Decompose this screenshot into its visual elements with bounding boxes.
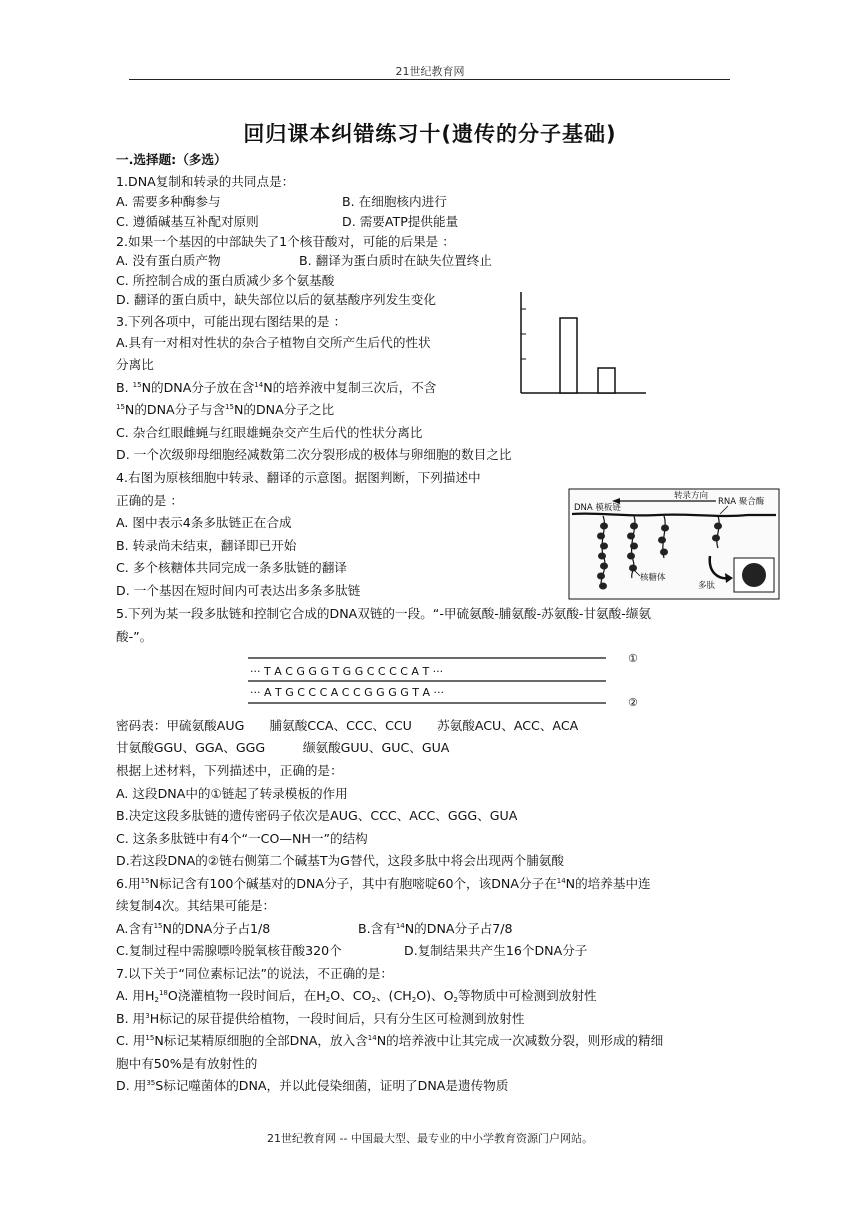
q3-stem: 3.下列各项中，可能出现右图结果的是 ：	[116, 314, 347, 329]
q3-option-a-line2: 分离比	[116, 357, 154, 372]
dna-double-strand-figure	[244, 648, 650, 710]
q5-option-d: D.若这段DNA的②链右侧第二个碱基T为G替代，这段多肽中将会出现两个脯氨酸	[116, 853, 564, 868]
header-divider	[129, 79, 730, 80]
q3-option-b-line1: B. $^{15}$N的DNA分子放在含$^{14}$N的培养液中复制三次后，不含	[116, 380, 437, 395]
bar-1	[560, 318, 577, 393]
q5-option-a: A. 这段DNA中的①链起了转录模板的作用	[116, 786, 348, 801]
direction-label: 转录方向	[674, 491, 709, 501]
q7-option-d: D. 用$^{35}$S标记噬菌体的DNA，并以此侵染细菌，证明了DNA是遗传物质	[116, 1078, 509, 1093]
strand-2-sequence: ··· A T G C C C A C C G G G G T A ···	[250, 686, 444, 699]
bar-2	[598, 368, 615, 393]
q7-option-b: B. 用$^3$H标记的尿苷提供给植物，一段时间后，只有分生区可检测到放射性	[116, 1011, 525, 1026]
page-title: 回归课本纠错练习十(遗传的分子基础)	[243, 122, 617, 146]
codon-table-line1: 密码表：甲硫氨酸AUG 脯氨酸CCA、CCC、CCU 苏氨酸ACU、ACC、ACA	[116, 718, 579, 733]
q3-option-c: C. 杂合红眼雌蝇与红眼雄蝇杂交产生后代的性状分离比	[116, 425, 423, 440]
q5-option-b: B.决定这段多肽链的遗传密码子依次是AUG、CCC、ACC、GGG、GUA	[116, 808, 518, 823]
q1-option-c: C. 遵循碱基互补配对原则	[116, 214, 259, 229]
q2-stem: 2.如果一个基因的中部缺失了1个核苷酸对，可能的后果是 ：	[116, 234, 455, 249]
strand-1-sequence: ··· T A C G G G T G G C C C C A T ···	[250, 665, 444, 678]
q3-option-a-line1: A.具有一对相对性状的杂合子植物自交所产生后代的性状	[116, 335, 431, 350]
q2-option-a: A. 没有蛋白质产物	[116, 253, 221, 268]
q1-option-b: B. 在细胞核内进行	[342, 194, 447, 209]
q2-option-d: D. 翻译的蛋白质中，缺失部位以后的氨基酸序列发生变化	[116, 292, 436, 307]
q3-option-b-line2: $^{15}$N的DNA分子与含$^{15}$N的DNA分子之比	[116, 402, 335, 417]
dna-label: DNA 模板链	[574, 503, 621, 513]
q7-option-a: A. 用$H_2^{18}O$浇灌植物一段时间后，在$H_2O$、$CO_2$、$(CH_2O)$、$O_2$等物质中可检测到放射性	[116, 988, 597, 1004]
page-header-site: 21世纪教育网	[395, 65, 465, 78]
q6-option-a: A.含有$^{15}$N的DNA分子占1/8	[116, 921, 271, 936]
peptide-label: 多肽	[698, 581, 716, 591]
q5-option-c: C. 这条多肽链中有4个“一CO—NH一”的结构	[116, 831, 368, 846]
rna-polymerase-label: RNA 聚合酶	[718, 497, 765, 507]
q4-stem-line2: 正确的是 ：	[116, 493, 183, 508]
q7-stem: 7.以下关于“同位素标记法”的说法，不正确的是：	[116, 966, 393, 981]
q1-option-d: D. 需要ATP提供能量	[342, 214, 459, 229]
q5-stem-line1: 5.下列为某一段多肽链和控制它合成的DNA双链的一段。“-甲硫氨酸-脯氨酸-苏氨酸-甘氨酸-缬氨	[116, 606, 651, 621]
q4-option-d: D. 一个基因在短时间内可表达出多条多肽链	[116, 583, 361, 598]
q4-stem-line1: 4.右图为原核细胞中转录、翻译的示意图。据图判断，下列描述中	[116, 470, 481, 485]
q4-option-c: C. 多个核糖体共同完成一条多肽链的翻译	[116, 560, 347, 575]
transcription-translation-diagram	[568, 488, 780, 600]
page-footer: 21世纪教育网 -- 中国最大型、最专业的中小学教育资源门户网站。	[267, 1132, 593, 1145]
q5-lead: 根据上述材料，下列描述中，正确的是：	[116, 763, 343, 778]
q6-option-b: B.含有$^{14}$N的DNA分子占7/8	[358, 921, 513, 936]
q4-option-a: A. 图中表示4条多肽链正在合成	[116, 515, 292, 530]
codon-table-line2: 甘氨酸GGU、GGA、GGG 缬氨酸GUU、GUC、GUA	[116, 740, 450, 755]
q5-stem-line2: 酸-”。	[116, 629, 153, 644]
q7-option-c-line1: C. 用$^{15}$N标记某精原细胞的全部DNA，放入含$^{14}$N的培养液中让其完成一次减数分裂，则形成的精细	[116, 1033, 664, 1048]
strand-1-marker: ①	[628, 652, 638, 665]
q3-bar-chart	[518, 288, 648, 398]
peptide-ribosome-shape	[742, 563, 766, 587]
q6-option-d: D.复制结果共产生16个DNA分子	[404, 943, 588, 958]
q6-stem-line2: 续复制4次。其结果可能是：	[116, 898, 276, 913]
q6-stem-line1: 6.用$^{15}$N标记含有100个碱基对的DNA分子，其中有胞嘧啶60个，该DNA分子在$^{14}$N的培养基中连	[116, 876, 651, 891]
q2-option-c: C. 所控制合成的蛋白质减少多个氨基酸	[116, 273, 335, 288]
q2-option-b: B. 翻译为蛋白质时在缺失位置终止	[299, 253, 492, 268]
q7-option-c-line2: 胞中有50%是有放射性的	[116, 1056, 258, 1071]
q4-option-b: B. 转录尚未结束，翻译即已开始	[116, 538, 297, 553]
strand-2-marker: ②	[628, 696, 638, 709]
section-heading: 一.选择题:（多选）	[116, 152, 227, 167]
q6-option-c: C.复制过程中需腺嘌呤脱氧核苷酸320个	[116, 943, 342, 958]
ribosome-label: 核糖体	[640, 573, 666, 583]
q1-option-a: A. 需要多种酶参与	[116, 194, 221, 209]
q1-stem: 1.DNA复制和转录的共同点是：	[116, 174, 295, 189]
q3-option-d: D. 一个次级卵母细胞经减数第二次分裂形成的极体与卵细胞的数目之比	[116, 447, 512, 462]
